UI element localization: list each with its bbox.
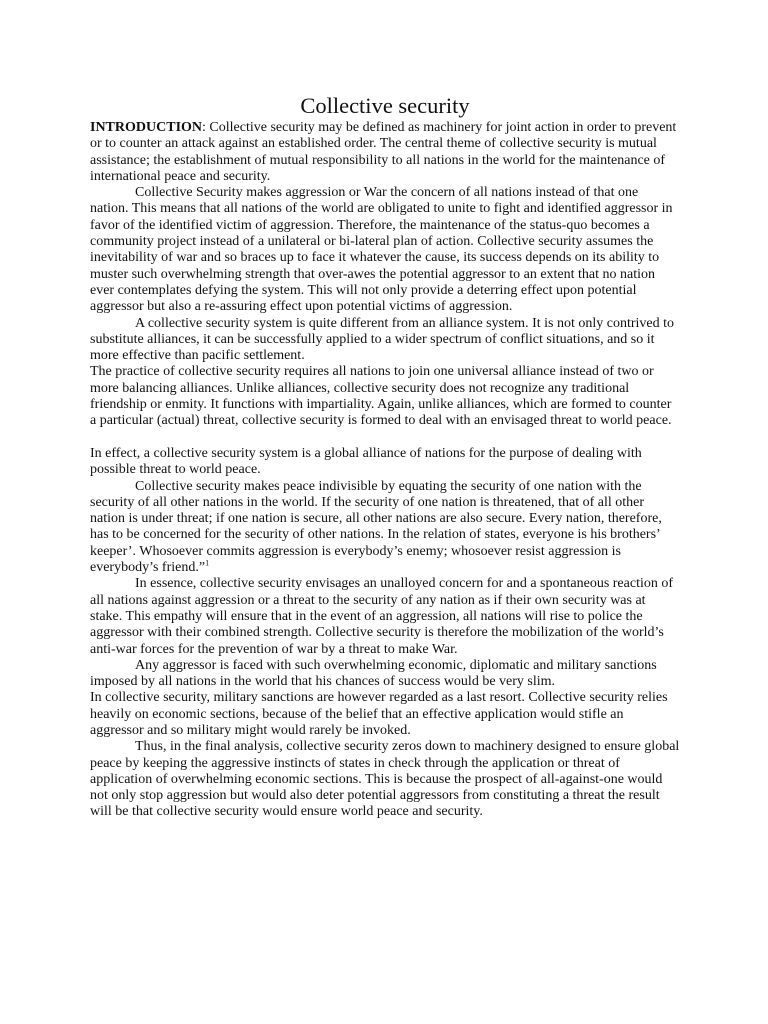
paragraph-gap	[90, 430, 680, 446]
intro-paragraph	[90, 120, 680, 185]
paragraph-6: In essence, collective security envisages an unalloyed concern for and a spontaneous reaction of all nations against aggression or a threat to the security of any nation as if their own security was at stake. This empathy will ensure that in the event of an aggression, all nations will rise to police the aggressor with their combined strength. Collective security is therefore the mobilization of the world’s anti-war forces for the prevention of war by a threat to make War.	[90, 576, 674, 657]
intro-text: : Collective security may be defined as machinery for joint action in order to prevent or to counter an attack against an established order. The central theme of collective security is mutual assistance; the establishment of mutual responsibility to all nations in the world for the maintenance of international peace and security.	[90, 120, 677, 184]
document-title: Collective security	[300, 93, 470, 118]
paragraph-3: The practice of collective security requires all nations to join one universal alliance instead of two or more balancing alliances. Unlike alliances, collective security does not recognize any traditional friendship or enmity. It functions with impartiality. Again, unlike alliances, which are formed to counter a particular (actual) threat, collective security is formed to deal with an envisaged threat to world peace.	[90, 364, 672, 429]
paragraph-5-text: Collective security makes peace indivisible by equating the security of one nation with the security of all other nations in the world. If the security of one nation is threatened, that of all other nation is under threat; if one nation is secure, all other nations are also secure. Every nation, therefore, has to be concerned for the security of other nations. In the relation of states, everyone is his brothers’ keeper’. Whosoever commits aggression is everybody’s enemy; whosoever resist aggression is everybody’s friend.”	[90, 478, 662, 576]
paragraph-4: In effect, a collective security system is a global alliance of nations for the purpose of dealing with possible threat to world peace.	[90, 445, 642, 478]
paragraph-1: Collective Security makes aggression or War the concern of all nations instead of that one nation. This means that all nations of the world are obligated to unite to fight and identified aggressor in favor of the identified victim of aggression. Therefore, the maintenance of the status-quo becomes a community project instead of a unilateral or bi-lateral plan of action. Collective security assumes the inevitability of war and so braces up to face it whatever the cause, its success depends on its ability to muster such overwhelming strength that over-awes the potential aggressor to an extent that no nation ever contemplates defying the system. This will not only provide a deterring effect upon potential aggressor but also a re-assuring effect upon potential victims of aggression.	[90, 185, 673, 315]
paragraph-8: In collective security, military sanctions are however regarded as a last resort. Collective security relies heavily on economic sections, because of the belief that an effective application would stifle an aggressor and so military might would rarely be invoked.	[90, 690, 668, 738]
paragraph-7: Any aggressor is faced with such overwhelming economic, diplomatic and military sanctions imposed by all nations in the world that his chances of success would be very slim.	[90, 657, 657, 690]
document-page	[90, 92, 680, 821]
paragraph-9: Thus, in the final analysis, collective security zeros down to machinery designed to ensure global peace by keeping the aggressive instincts of states in check through the application or threat of application of overwhelming economic sections. This is because the prospect of all-against-one would not only stop aggression but would also deter potential aggressors from constituting a threat the result will be that collective security would ensure world peace and security.	[90, 739, 680, 820]
intro-label: INTRODUCTION	[90, 120, 203, 135]
footnote-marker: 1	[205, 558, 210, 568]
paragraph-5	[90, 479, 680, 577]
paragraph-2: A collective security system is quite different from an alliance system. It is not only contrived to substitute alliances, it can be successfully applied to a wider spectrum of conflict situations, and so it more effective than pacific settlement.	[90, 315, 674, 364]
